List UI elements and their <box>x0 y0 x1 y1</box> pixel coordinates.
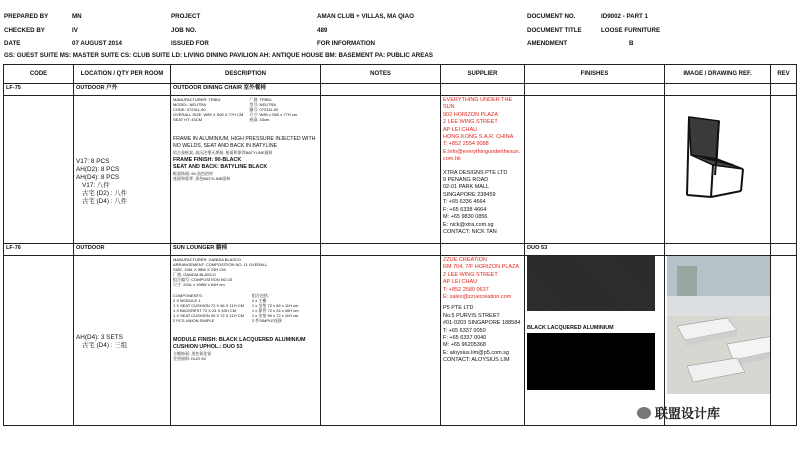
supplier-secondary <box>443 170 522 237</box>
supplier-line: T: +852 2554 9088 <box>443 141 489 148</box>
spec-line-cn: 厂商: TRIBU <box>249 97 272 102</box>
supplier-line: E: nick@xtra.com.sg <box>443 221 494 228</box>
col-finishes: FINISHES <box>525 65 665 84</box>
table-row <box>4 244 797 256</box>
components-label: COMPONENTS: <box>173 293 203 298</box>
supplier-line: P5 PTE LTD <box>443 305 474 312</box>
supplier-line: M: +65 96205368 <box>443 342 486 349</box>
supplier-line: AP LEI CHAU <box>443 279 478 286</box>
spec-line: 组合编号: COMPOSITION NO.15 <box>173 277 233 282</box>
item-description: OUTDOOR DINING CHAIR 室外餐椅 <box>171 84 321 96</box>
item-location: OUTDOOR 户外 <box>74 84 171 96</box>
finish-line: SEAT AND BACK: BATYLINE BLACK <box>173 164 268 170</box>
supplier-line: 9 PENANG ROAD <box>443 177 489 184</box>
doc-title-label: DOCUMENT TITLE <box>527 27 582 34</box>
date-value: 07 AUGUST 2014 <box>72 40 122 47</box>
col-code: CODE <box>4 65 74 84</box>
date-label: DATE <box>4 40 21 47</box>
spec-line: MANUFACTURER: TRIBU <box>173 97 221 102</box>
supplier-line: F: +65 6338 4664 <box>443 206 487 213</box>
supplier-line: E: sales@zzuecreation.com <box>443 294 512 301</box>
component-line: 2 X MODULE 1 <box>173 298 201 303</box>
component-line-cn: 1 x 坐垫 72 x 66 x 11H cm <box>251 303 299 308</box>
finish-line: MODULE FINISH: BLACK LACQUERED ALUMINIUM <box>173 337 306 343</box>
col-description: DESCRIPTION <box>171 65 321 84</box>
component-line: 1 X SEAT CUSHION 72 X 66 X 11H CM <box>173 303 244 308</box>
watermark-text: 联盟设计库 <box>655 407 721 422</box>
supplier-line: T: +65 6336 4664 <box>443 199 486 206</box>
component-line-cn: 1 x 靠背 72 x 24 x 40H cm <box>251 308 299 313</box>
frame-note: FRAME IN ALUMINIUM, HIGH PRESSURE INJECTED WITH NO WELDS, SEAT AND BACK IN BATYLINE <box>173 136 316 149</box>
watermark <box>637 403 720 422</box>
col-rev: REV <box>771 65 797 84</box>
table-row-detail <box>4 256 797 426</box>
frame-note-cn: 铝合金框架, 高压注塑无焊接, 座面和靠背BATYLINE面料 <box>173 150 273 155</box>
supplier-primary <box>443 257 522 301</box>
supplier-line: AP LEI CHAU <box>443 126 478 133</box>
component-line: 2 PCS UNION SIMPLE <box>173 318 215 323</box>
component-line-cn: 组合包括: <box>251 293 270 298</box>
component-line-cn: 2 件SIMPLE连接 <box>251 318 282 323</box>
supplier-line: CONTACT: NICK TAN <box>443 228 497 235</box>
spec-line: ARRANGEMENT: COMPOSITION NO. 11 OVERALL <box>173 262 268 267</box>
finishes-cell <box>525 256 665 426</box>
amendment-label: AMENDMENT <box>527 40 568 47</box>
component-line-cn: 2 x 主模 <box>251 298 267 303</box>
doc-no-value: ID9002 - PART 1 <box>601 13 648 20</box>
checked-by-label: CHECKED BY <box>4 27 45 34</box>
supplier-line: #01-0203 SINGAPORE 188584 <box>443 320 521 327</box>
supplier-line: XTRA DESIGNS PTE LTD <box>443 169 508 176</box>
supplier-line: 02-01 PARK MALL <box>443 184 490 191</box>
duo53-swatch <box>527 256 655 311</box>
sun-lounger-photo <box>667 256 771 394</box>
finish-line-cn: 框架饰面: 90-黑色铝材 <box>173 171 214 176</box>
col-location: LOCATION / QTY PER ROOM <box>74 65 171 84</box>
table-header-row <box>4 65 797 84</box>
component-line: 1 X SEAT CUSHION 90 X 72 X 11H CM <box>173 313 244 318</box>
supplier-line: EVERYTHING UNDER THE SUN <box>443 97 513 111</box>
finishes-cell <box>525 96 665 244</box>
qty-line: 古宅 (D2) : 八件 <box>82 190 128 197</box>
abbreviation-legend: GS: GUEST SUITE MS: MASTER SUITE CS: CLUB SUITE LD: LIVING DINING PAVILION AH: ANTIQUE HOUSE BM: BASEMENT PA: PUBLIC AREAS <box>4 52 434 59</box>
notes-cell <box>321 96 441 244</box>
supplier-line: CONTACT: ALOYSIUS LIM <box>443 357 510 364</box>
black-aluminium-swatch <box>527 333 655 390</box>
col-notes: NOTES <box>321 65 441 84</box>
spec-line-cn: 型号: NEUTRA <box>249 102 276 107</box>
job-no-value: 489 <box>317 27 328 34</box>
qty-line: AH(D4): 8 PCS <box>76 174 120 181</box>
supplier-line: E: aloysius.lim@p5.com.sg <box>443 349 510 356</box>
supplier-line: 2 LEE WING STREET <box>443 119 498 126</box>
component-line: 1 X BACKREST 72 X 24 X 40H CM <box>173 308 237 313</box>
spec-line: 厂商: GANDIA BLASCO <box>173 272 216 277</box>
supplier-line: E:info@everythingunderthesun. <box>443 148 521 155</box>
supplier-line: M: +65 9830 0856 <box>443 214 488 221</box>
spec-line: SEAT HT: 43CM <box>173 117 202 122</box>
finish-line-cn: 主模饰面: 黑色氧化铝 <box>173 351 212 356</box>
supplier-line: SINGAPORE 238459 <box>443 191 496 198</box>
qty-line: V17: 8 PCS <box>76 158 110 165</box>
supplier-line: T: +852 2580 0637 <box>443 286 489 293</box>
spec-line: CODE: 072311-90 <box>173 107 206 112</box>
supplier-line: RM 704, 7/F HORIZON PLAZA <box>443 264 520 271</box>
chair-image <box>667 111 755 201</box>
amendment-value: B <box>629 40 634 47</box>
component-line-cn: 1 x 坐垫 90 x 72 x 11H cm <box>251 313 299 318</box>
spec-line-cn: 编号: 072311-90 <box>249 107 279 112</box>
image-cell <box>665 96 771 244</box>
project-label: PROJECT <box>171 13 201 20</box>
image-cell <box>665 256 771 426</box>
spec-line: 尺寸: 204L x 198W x 64H cm <box>173 282 225 287</box>
supplier-line: T: +65 6337 0050 <box>443 327 486 334</box>
project-value: AMAN CLUB + VILLAS, MA QIAO <box>317 13 414 20</box>
spec-line: MODEL: NEUTRA <box>173 102 206 107</box>
qty-line: AH(D2): 8 PCS <box>76 166 120 173</box>
spec-line-cn: 座高: 43cm <box>249 117 270 122</box>
spec-line: MANUFACTURER: GANDIA BLASCO <box>173 257 242 262</box>
issued-for-label: ISSUED FOR <box>171 40 209 47</box>
col-supplier: SUPPLIER <box>441 65 525 84</box>
qty-line: AH(D4): 3 SETS <box>76 334 123 341</box>
prepared-by-value: MN <box>72 13 82 20</box>
job-no-label: JOB NO. <box>171 27 197 34</box>
supplier-line: com.hk <box>443 156 461 163</box>
supplier-primary <box>443 97 522 164</box>
col-image: IMAGE / DRAWING REF. <box>665 65 771 84</box>
table-row <box>4 84 797 96</box>
issued-for-value: FOR INFORMATION <box>317 40 375 47</box>
supplier-line: No.5 PURVIS STREET <box>443 312 500 319</box>
item-description: SUN LOUNGER 躺椅 <box>171 244 321 256</box>
supplier-line: ZZUE CREATION <box>443 257 487 263</box>
doc-title-value: LOOSE FURNITURE <box>601 27 661 34</box>
finish-swatch-label: DUO 53 <box>525 244 665 256</box>
checked-by-value: IV <box>72 27 78 34</box>
finish-line-cn: 座面和靠背: 黑色BATYLINE面料 <box>173 176 231 181</box>
prepared-by-label: PREPARED BY <box>4 13 49 20</box>
finish-line-cn: 坐垫面料: DUO 53 <box>173 356 206 361</box>
item-code: LF-75 <box>4 84 74 96</box>
supplier-line: 2 LEE WING STREET <box>443 271 498 278</box>
doc-no-label: DOCUMENT NO. <box>527 13 576 20</box>
notes-cell <box>321 256 441 426</box>
supplier-secondary <box>443 305 522 364</box>
qty-line: V17: 八件 <box>82 182 110 189</box>
finish-swatch-label: BLACK LACQUERED ALUMINIUM <box>527 325 614 331</box>
qty-line: 古宅 (D4) : 三组 <box>82 342 128 349</box>
spec-line-cn: 尺寸: W89 x S60 x 77H cm <box>249 112 298 117</box>
spec-line: OVERALL SIZE: W89 X S60 X 77H CM <box>173 112 244 117</box>
qty-line: 古宅 (D4) : 八件 <box>82 198 128 205</box>
supplier-line: F: +65 6337 0040 <box>443 335 487 342</box>
wechat-icon <box>637 407 651 419</box>
furniture-schedule-table <box>3 64 797 426</box>
finish-line: CUSHION UPHOL.: DUO 53 <box>173 344 243 350</box>
supplier-line: HONG KONG S.A.R. CHINA <box>443 134 514 141</box>
table-row-detail <box>4 96 797 244</box>
finish-line: FRAME FINISH: 90-BLACK <box>173 157 242 163</box>
item-code: LF-76 <box>4 244 74 256</box>
spec-line: SIZE: 196L X 98W X 29H CM <box>173 267 226 272</box>
supplier-line: 902 HORIZON PLAZA <box>443 111 499 118</box>
item-location: OUTDOOR <box>74 244 171 256</box>
